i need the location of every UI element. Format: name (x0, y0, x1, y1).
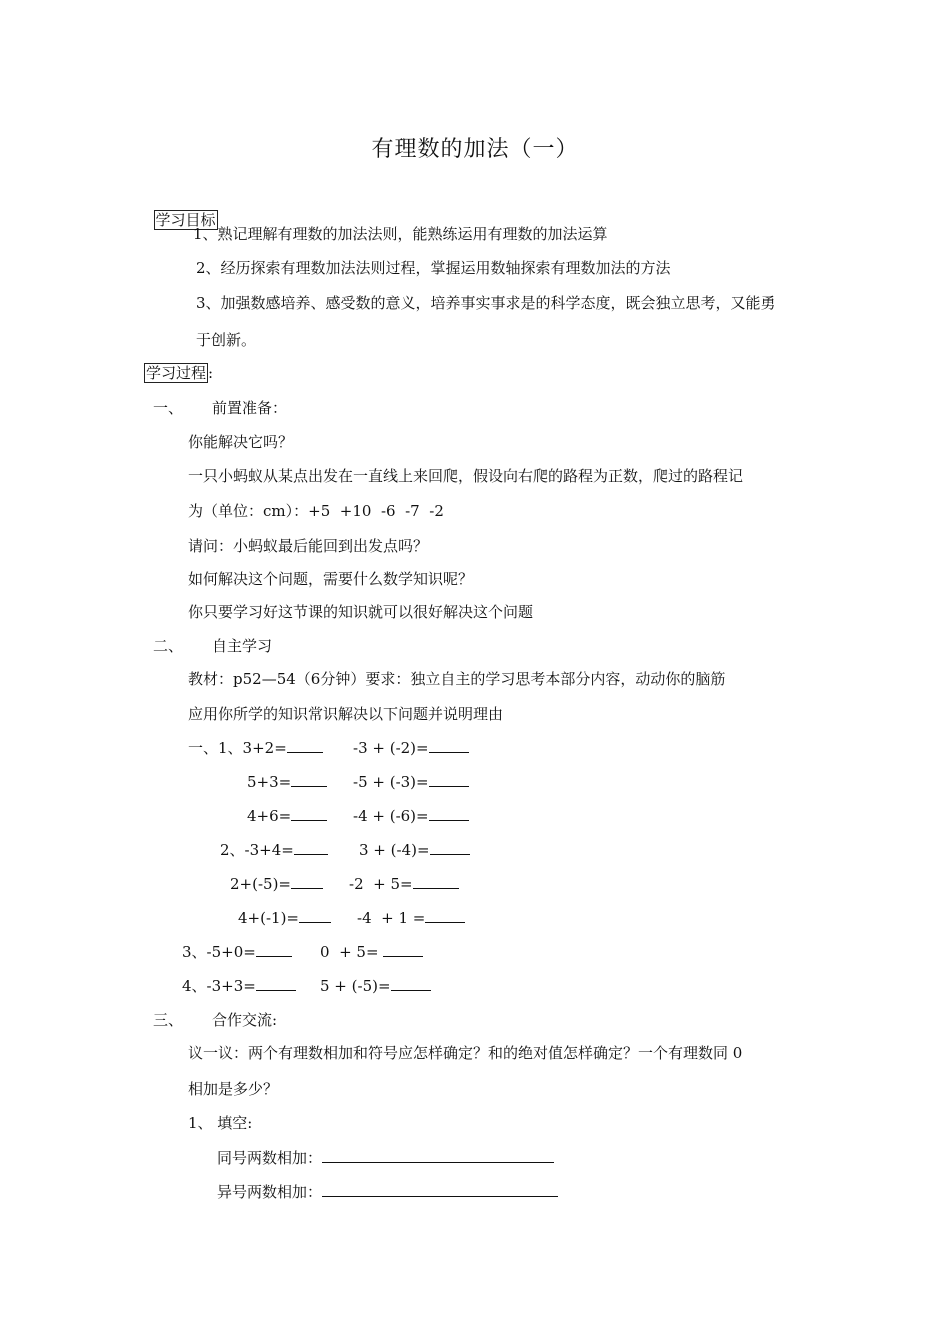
part1-title: 前置准备： (212, 399, 288, 417)
answer-blank[interactable] (430, 839, 470, 855)
goal-item: 于创新。 (196, 331, 257, 349)
part2-line: 教材：p52—54（6分钟）要求：独立自主的学习思考本部分内容，动动你的脑筋 (188, 670, 726, 688)
answer-blank[interactable] (294, 839, 328, 855)
part3-line: 议一议：两个有理数相加和符号应怎样确定？和的绝对值怎样确定？一个有理数同 0 (188, 1044, 743, 1062)
exercise-right: -4 + (-6)= (353, 805, 469, 826)
part2-title: 自主学习 (212, 637, 273, 655)
answer-blank[interactable] (291, 873, 323, 889)
part1-line: 如何解决这个问题，需要什么数学知识呢？ (188, 570, 474, 588)
exercise-left: 3、-5+0= (182, 941, 292, 962)
answer-blank[interactable] (256, 941, 292, 957)
part1-line: 一只小蚂蚁从某点出发在一直线上来回爬，假设向右爬的路程为正数，爬过的路程记 (188, 467, 744, 485)
exercise-left: 2+(-5)= (230, 873, 323, 894)
fill-in-line: 同号两数相加： (217, 1147, 554, 1168)
answer-blank[interactable] (391, 975, 431, 991)
exercise-right: -4 + 1 = (357, 907, 465, 928)
part3-line: 相加是多少？ (188, 1080, 279, 1098)
process-heading-colon: : (208, 364, 214, 382)
part1-line: 你能解决它吗？ (188, 433, 294, 451)
part3-number: 三、 (153, 1011, 184, 1029)
exercise-left: 4+6= (247, 805, 327, 826)
answer-blank[interactable] (429, 805, 469, 821)
exercise-right: -5 + (-3)= (353, 771, 469, 792)
answer-blank[interactable] (425, 907, 465, 923)
exercise-left: 5+3= (247, 771, 327, 792)
exercise-left: 4、-3+3= (182, 975, 296, 996)
goals-heading-label: 学习目标 (155, 211, 216, 229)
answer-blank[interactable] (429, 771, 469, 787)
exercise-right: 0 + 5= (320, 941, 423, 962)
exercise-right: -2 + 5= (349, 873, 459, 894)
fill-in-line: 异号两数相加： (217, 1181, 558, 1202)
process-heading-label: 学习过程 (146, 364, 207, 382)
answer-blank[interactable] (383, 941, 423, 957)
part1-line: 请问：小蚂蚁最后能回到出发点吗？ (188, 537, 429, 555)
goal-item: 1、熟记理解有理数的加法法则，能熟练运用有理数的加法运算 (193, 225, 608, 243)
answer-blank[interactable] (322, 1181, 558, 1197)
answer-blank[interactable] (287, 737, 323, 753)
answer-blank[interactable] (291, 805, 327, 821)
exercise-right: 5 + (-5)= (320, 975, 431, 996)
part2-line: 应用你所学的知识常识解决以下问题并说明理由 (188, 705, 504, 723)
goal-item: 3、加强数感培养、感受数的意义，培养事实事求是的科学态度，既会独立思考，又能勇 (196, 294, 776, 312)
answer-blank[interactable] (322, 1147, 554, 1163)
page-title: 有理数的加法（一） (371, 137, 579, 162)
part3-line: 1、 填空: (188, 1114, 253, 1132)
part1-line: 你只要学习好这节课的知识就可以很好解决这个问题 (188, 603, 534, 621)
answer-blank[interactable] (429, 737, 469, 753)
goal-item: 2、经历探索有理数加法法则过程，掌握运用数轴探索有理数加法的方法 (196, 259, 671, 277)
part2-number: 二、 (153, 637, 184, 655)
part1-line: 为（单位：cm）：+5 +10 -6 -7 -2 (188, 502, 444, 520)
answer-blank[interactable] (291, 771, 327, 787)
exercise-right: 3 + (-4)= (359, 839, 470, 860)
exercise-left: 一、1、3+2= (188, 737, 323, 758)
answer-blank[interactable] (256, 975, 296, 991)
section-heading-process (144, 363, 213, 383)
part1-number: 一、 (153, 399, 184, 417)
answer-blank[interactable] (299, 907, 331, 923)
exercise-left: 2、-3+4= (220, 839, 328, 860)
part3-title: 合作交流: (212, 1011, 278, 1029)
exercise-left: 4+(-1)= (238, 907, 331, 928)
exercise-right: -3 + (-2)= (353, 737, 469, 758)
answer-blank[interactable] (413, 873, 459, 889)
